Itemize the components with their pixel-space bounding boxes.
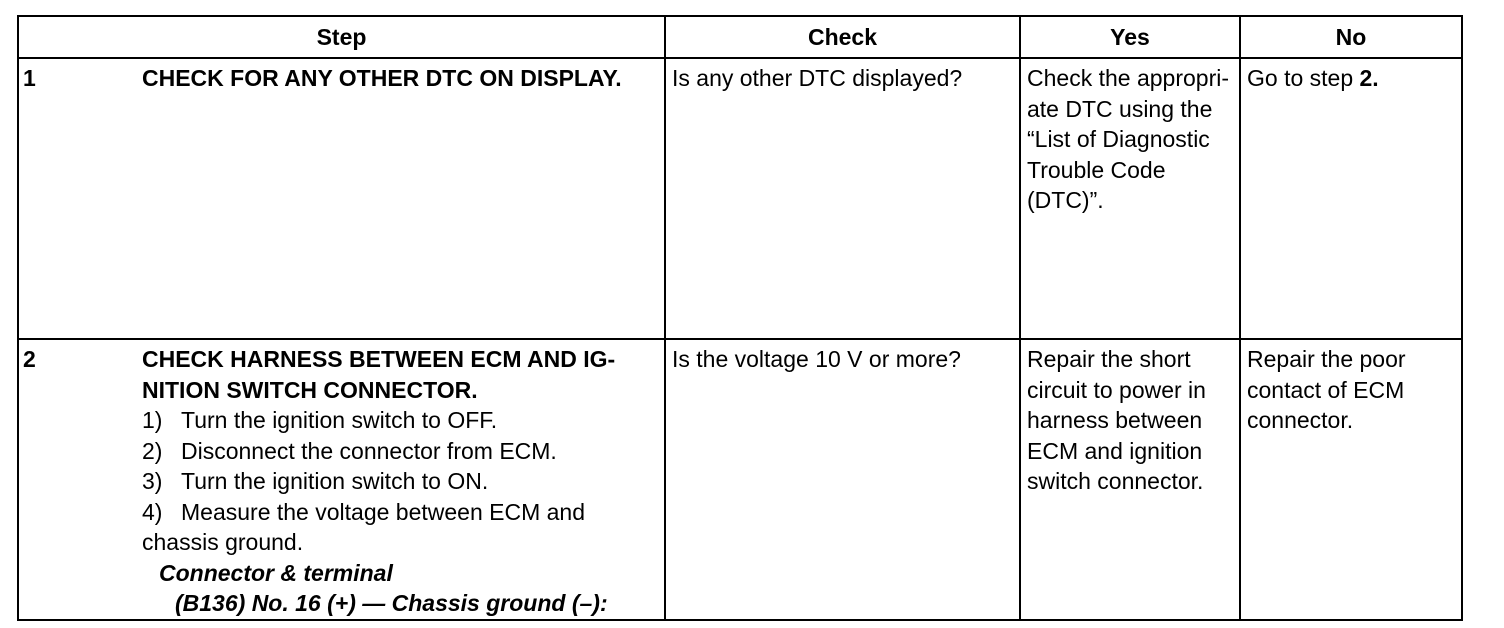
no-line: contact of ECM <box>1247 376 1405 403</box>
spec-label: Connector & terminal <box>159 559 393 586</box>
check-text: Is any other DTC displayed? <box>672 65 963 91</box>
substep-number: 2) <box>142 437 163 464</box>
yes-cell <box>1020 58 1240 339</box>
yes-cell <box>1020 339 1240 620</box>
substep <box>142 405 660 436</box>
header-no: No <box>1240 16 1462 58</box>
no-cell <box>1240 58 1462 339</box>
yes-line: Trouble Code <box>1027 156 1166 183</box>
substep-number: 3) <box>142 468 163 494</box>
header-step: Step <box>18 16 665 58</box>
step-reference: 2. <box>1359 65 1379 91</box>
yes-line: ate DTC using the <box>1027 95 1213 122</box>
header-yes: Yes <box>1020 16 1240 58</box>
substep <box>142 436 660 467</box>
substep-continuation: chassis ground. <box>142 529 304 555</box>
diagnostic-table <box>17 15 1463 621</box>
step-cell <box>18 339 665 620</box>
check-cell <box>665 58 1020 339</box>
header-row <box>18 16 1462 58</box>
check-cell <box>665 339 1020 620</box>
step-cell <box>18 58 665 339</box>
header-check: Check <box>665 16 1020 58</box>
yes-line: (DTC)”. <box>1027 187 1104 213</box>
step-title-line: NITION SWITCH CONNECTOR. <box>142 376 478 403</box>
check-text: Is the voltage 10 V or more? <box>672 346 961 372</box>
no-line: connector. <box>1247 407 1354 433</box>
substep-text: Turn the ignition switch to OFF. <box>181 407 498 433</box>
no-line: Repair the poor <box>1247 346 1406 372</box>
substep-number: 4) <box>142 498 163 525</box>
yes-line: switch connector. <box>1027 468 1204 494</box>
substep-text: Measure the voltage between ECM and <box>181 498 586 525</box>
yes-line: harness between <box>1027 407 1203 433</box>
yes-line: Check the appropri- <box>1027 65 1229 91</box>
no-text: Go to step <box>1247 65 1360 91</box>
yes-line: Repair the short <box>1027 346 1191 372</box>
yes-line: ECM and ignition <box>1027 437 1203 464</box>
substep-text: Turn the ignition switch to ON. <box>181 468 489 494</box>
step-number: 1 <box>23 65 36 91</box>
no-cell <box>1240 339 1462 620</box>
step-title: CHECK FOR ANY OTHER DTC ON DISPLAY. <box>142 65 622 91</box>
substep-text: Disconnect the connector from ECM. <box>181 437 557 464</box>
step-title-line: CHECK HARNESS BETWEEN ECM AND IG- <box>142 346 616 372</box>
table-row <box>18 339 1462 620</box>
substep-number: 1) <box>142 407 163 433</box>
yes-line: “List of Diagnostic <box>1027 126 1210 152</box>
spec-value: (B136) No. 16 (+) — Chassis ground (–): <box>175 590 608 616</box>
step-number: 2 <box>23 346 36 372</box>
substep <box>142 466 660 497</box>
substep <box>142 497 660 528</box>
table-row <box>18 58 1462 339</box>
yes-line: circuit to power in <box>1027 376 1206 403</box>
